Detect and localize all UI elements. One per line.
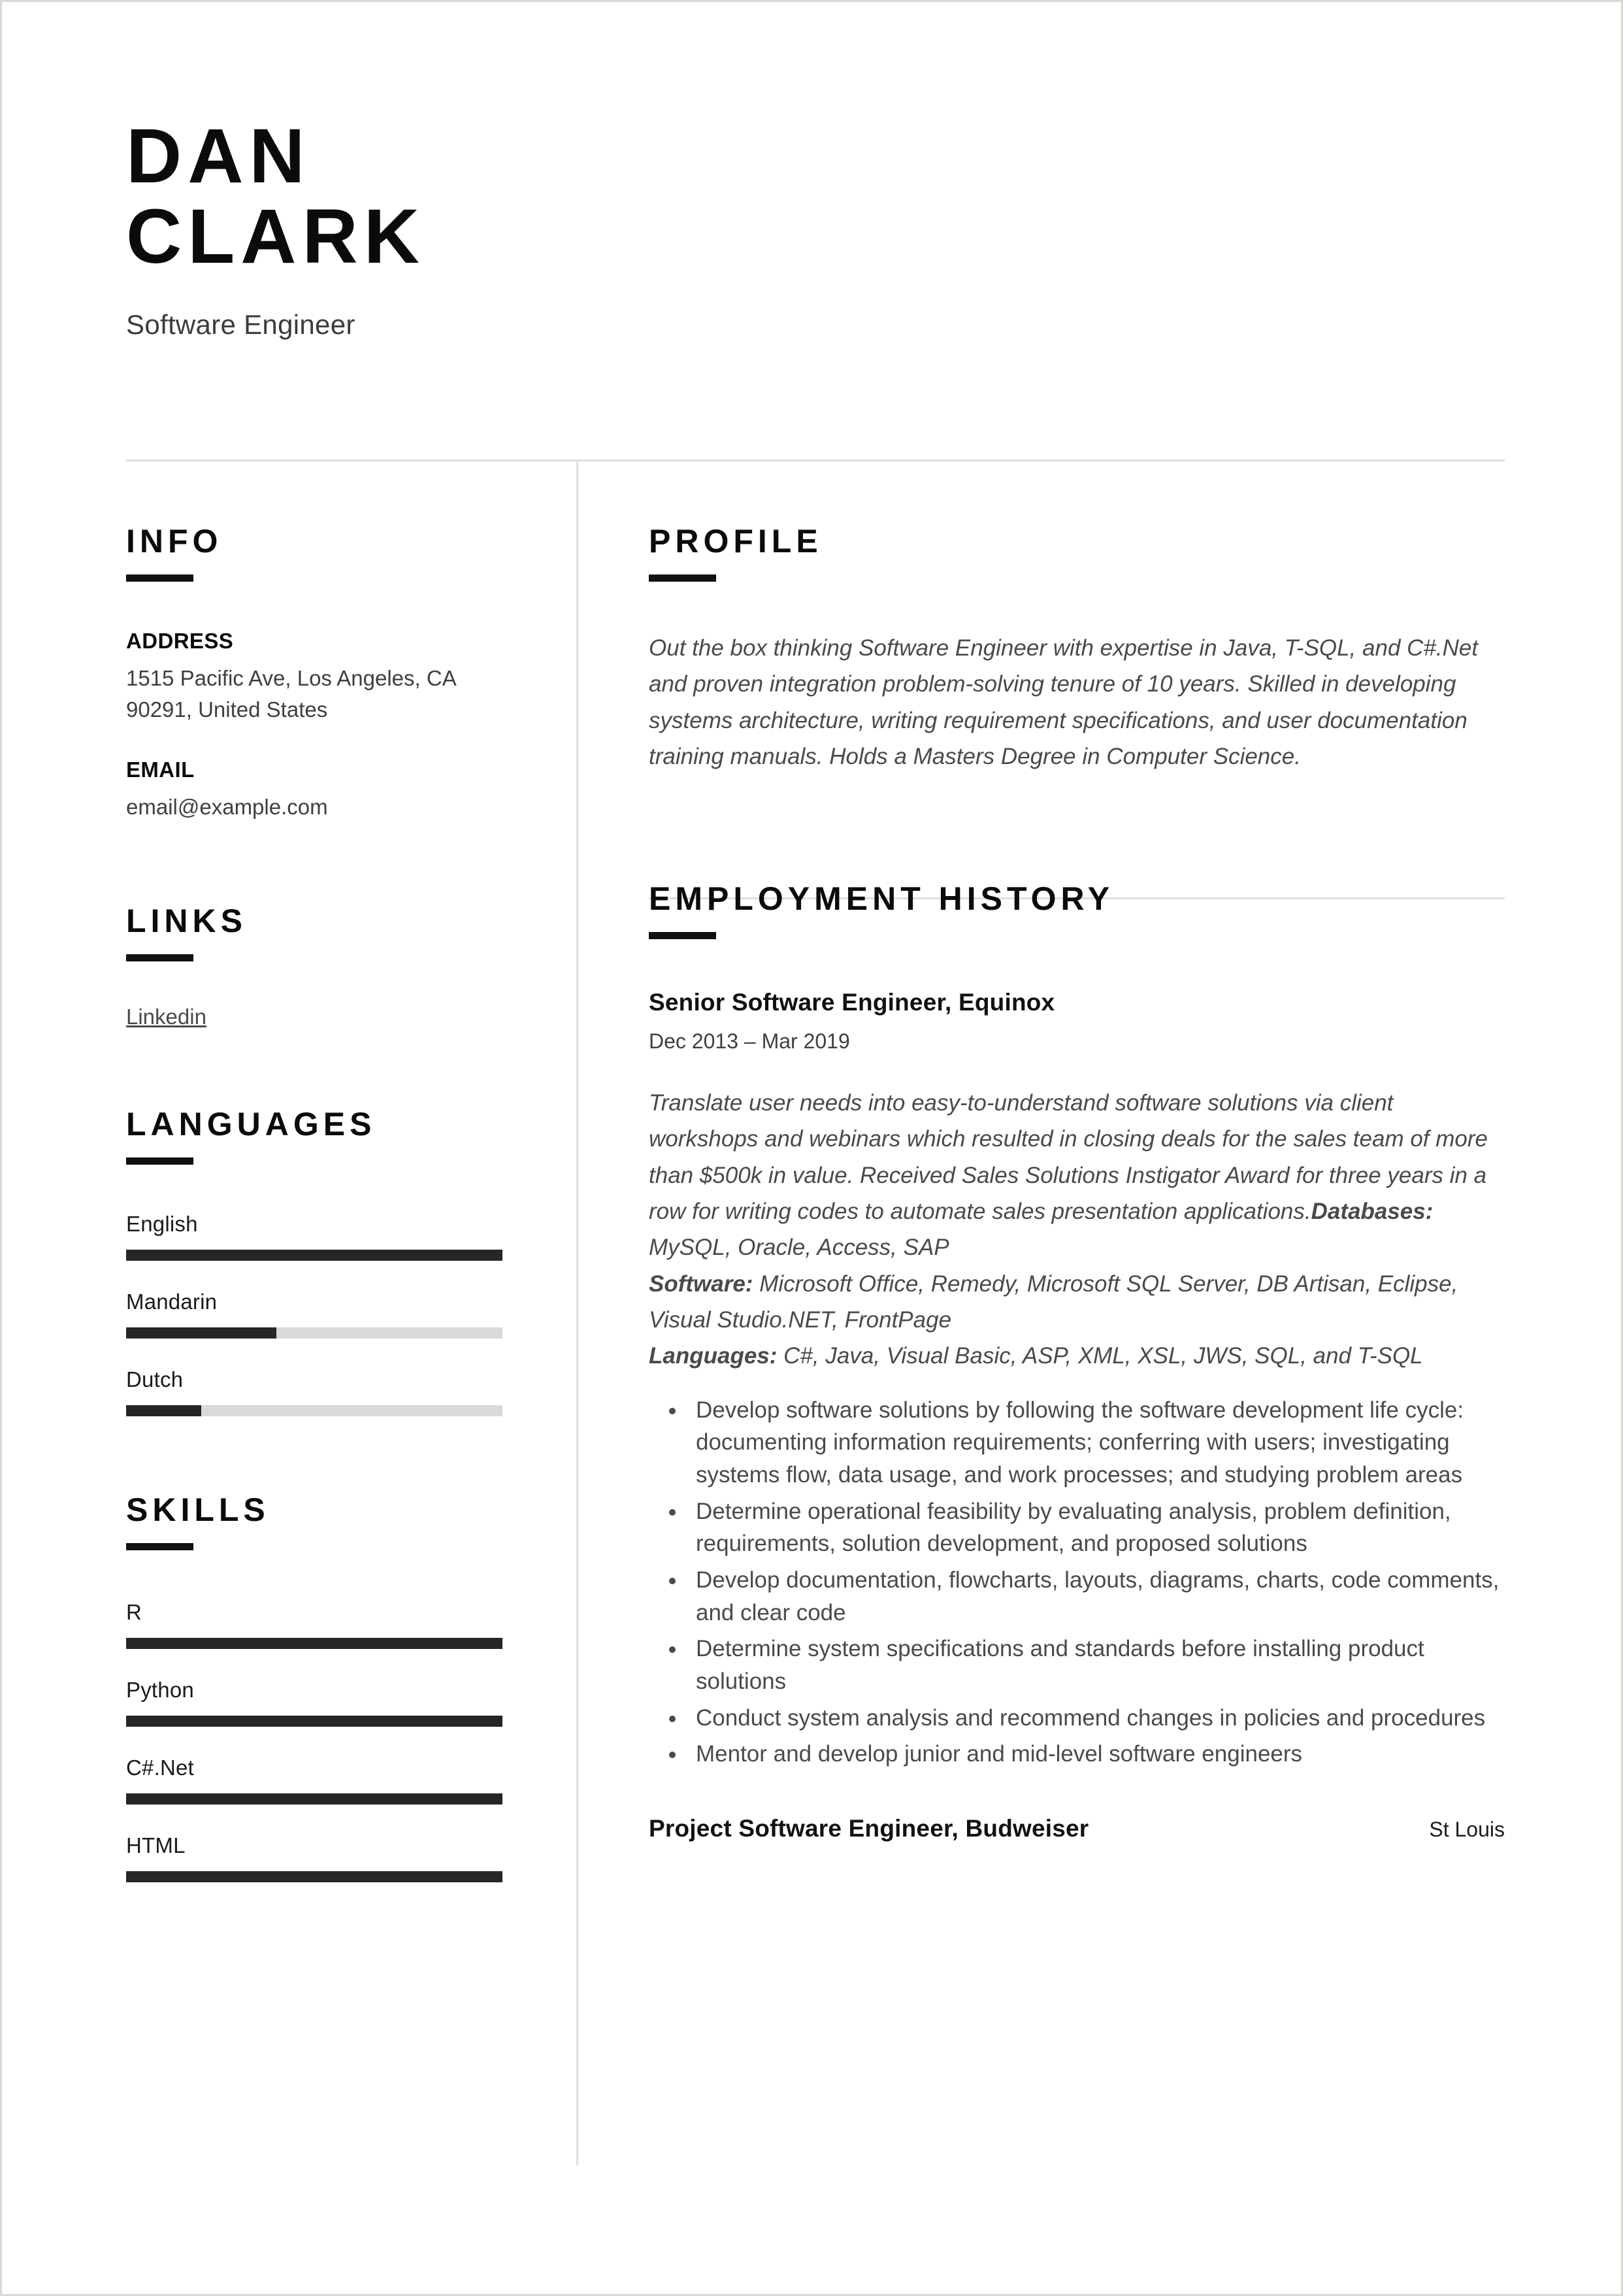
languages-value: C#, Java, Visual Basic, ASP, XML, XSL, JWS, SQL, and T-SQL: [777, 1343, 1423, 1369]
skill-meter-fill: [126, 1638, 502, 1649]
links-heading: LINKS: [126, 902, 247, 939]
skill-label: R: [126, 1599, 142, 1624]
skill-label: C#.Net: [126, 1755, 194, 1780]
address-value: 1515 Pacific Ave, Los Angeles, CA 90291, United States: [126, 666, 455, 722]
header-divider: [126, 459, 1505, 461]
language-label: Mandarin: [126, 1289, 218, 1314]
skill-meter-fill: [126, 1716, 502, 1727]
section-profile: [649, 525, 1505, 774]
language-meter-fill: [126, 1405, 201, 1416]
skill-label: HTML: [126, 1833, 186, 1857]
language-meter-track: [126, 1327, 502, 1339]
last-name: CLARK: [126, 193, 425, 280]
language-meter-fill: [126, 1250, 502, 1261]
employment-entry: [649, 1815, 1505, 1842]
language-item-mandarin: [126, 1289, 518, 1339]
language-label: English: [126, 1211, 198, 1236]
job-title: Senior Software Engineer, Equinox: [649, 989, 1055, 1016]
software-value: Microsoft Office, Remedy, Microsoft SQL Server, DB Artisan, Eclipse, Visual Studio.NET, FrontPage: [649, 1271, 1458, 1333]
languages-heading: LANGUAGES: [126, 1105, 376, 1142]
skill-item-python: [126, 1678, 518, 1727]
email-value: email@example.com: [126, 795, 328, 820]
list-item: • Mentor and develop junior and mid-level software engineers: [687, 1738, 1505, 1771]
job-title-row: [649, 989, 1505, 1016]
first-name: DAN: [126, 113, 311, 199]
job-bullet-list: [649, 1394, 1505, 1771]
job-description-intro: Translate user needs into easy-to-understand software solutions via client workshops and webinars which resulted in closing deals for the sales team of more than $500k in value. Received Sales Solutions Instigator Award for three years in a row for writing codes to automate sales presentation applications.: [649, 1090, 1488, 1225]
databases-label: Databases:: [1311, 1199, 1434, 1225]
job-title-row: [649, 1815, 1505, 1842]
skill-meter-track: [126, 1716, 502, 1727]
address-label: ADDRESS: [126, 629, 234, 653]
language-label: Dutch: [126, 1367, 184, 1391]
list-item: • Conduct system analysis and recommend changes in policies and procedures: [687, 1702, 1505, 1735]
profile-heading: PROFILE: [649, 523, 823, 559]
job-description: [649, 1085, 1505, 1374]
skill-item-html: [126, 1833, 518, 1882]
sidebar: [126, 525, 518, 1882]
languages-label: Languages:: [649, 1343, 778, 1369]
language-meter-fill: [126, 1327, 276, 1339]
language-item-english: [126, 1212, 518, 1261]
skills-heading: SKILLS: [126, 1491, 270, 1528]
skill-meter-fill: [126, 1793, 502, 1805]
skill-item-csharpnet: [126, 1755, 518, 1805]
skills-accent-bar: [126, 1543, 193, 1550]
skill-meter-track: [126, 1638, 502, 1649]
list-item: • Develop documentation, flowcharts, layouts, diagrams, charts, code comments, and clear code: [687, 1564, 1505, 1629]
job-dates: Dec 2013 – Mar 2019: [649, 1029, 850, 1054]
list-item: • Determine operational feasibility by evaluating analysis, problem definition, requirements, solution development, and proposed solutions: [687, 1495, 1505, 1560]
employment-accent-bar: [649, 932, 716, 939]
email-label: EMAIL: [126, 757, 195, 782]
job-title: Project Software Engineer, Budweiser: [649, 1815, 1089, 1842]
list-item: • Determine system specifications and standards before installing product solutions: [687, 1633, 1505, 1697]
link-linkedin[interactable]: Linkedin: [126, 1004, 206, 1029]
section-employment-history: [649, 882, 1505, 1842]
skill-label: Python: [126, 1677, 194, 1702]
language-meter-track: [126, 1405, 502, 1416]
language-item-dutch: [126, 1367, 518, 1416]
section-skills: [126, 1493, 518, 1882]
info-accent-bar: [126, 574, 193, 582]
links-accent-bar: [126, 954, 193, 961]
section-languages: [126, 1105, 518, 1416]
section-links: [126, 902, 518, 1029]
databases-value: MySQL, Oracle, Access, SAP: [649, 1235, 949, 1261]
skill-item-r: [126, 1600, 518, 1649]
job-location: St Louis: [1429, 1818, 1505, 1842]
profile-text: Out the box thinking Software Engineer with expertise in Java, T-SQL, and C#.Net and proven integration problem-solving tenure of 10 years. Skilled in developing systems architecture, writing requirement specifications, and user documentation training manuals. Holds a Masters Degree in Computer Science.: [649, 635, 1479, 769]
skill-meter-fill: [126, 1871, 502, 1882]
language-meter-track: [126, 1250, 502, 1261]
section-info: [126, 525, 518, 823]
employment-heading: EMPLOYMENT HISTORY: [649, 880, 1115, 918]
header-job-title: Software Engineer: [126, 309, 355, 341]
column-divider: [576, 461, 578, 2165]
list-item: • Develop software solutions by following the software development life cycle: documenting information requirements; conferring with users; investigating systems flow, data usage, and work processes; and studying problem areas: [687, 1394, 1505, 1491]
software-label: Software:: [649, 1271, 753, 1297]
languages-accent-bar: [126, 1157, 193, 1165]
profile-accent-bar: [649, 574, 716, 582]
employment-entry: [649, 989, 1505, 1771]
resume-header: [126, 113, 1505, 341]
info-heading: INFO: [126, 523, 223, 559]
main-content: [649, 525, 1505, 1842]
skill-meter-track: [126, 1793, 502, 1805]
skill-meter-track: [126, 1871, 502, 1882]
